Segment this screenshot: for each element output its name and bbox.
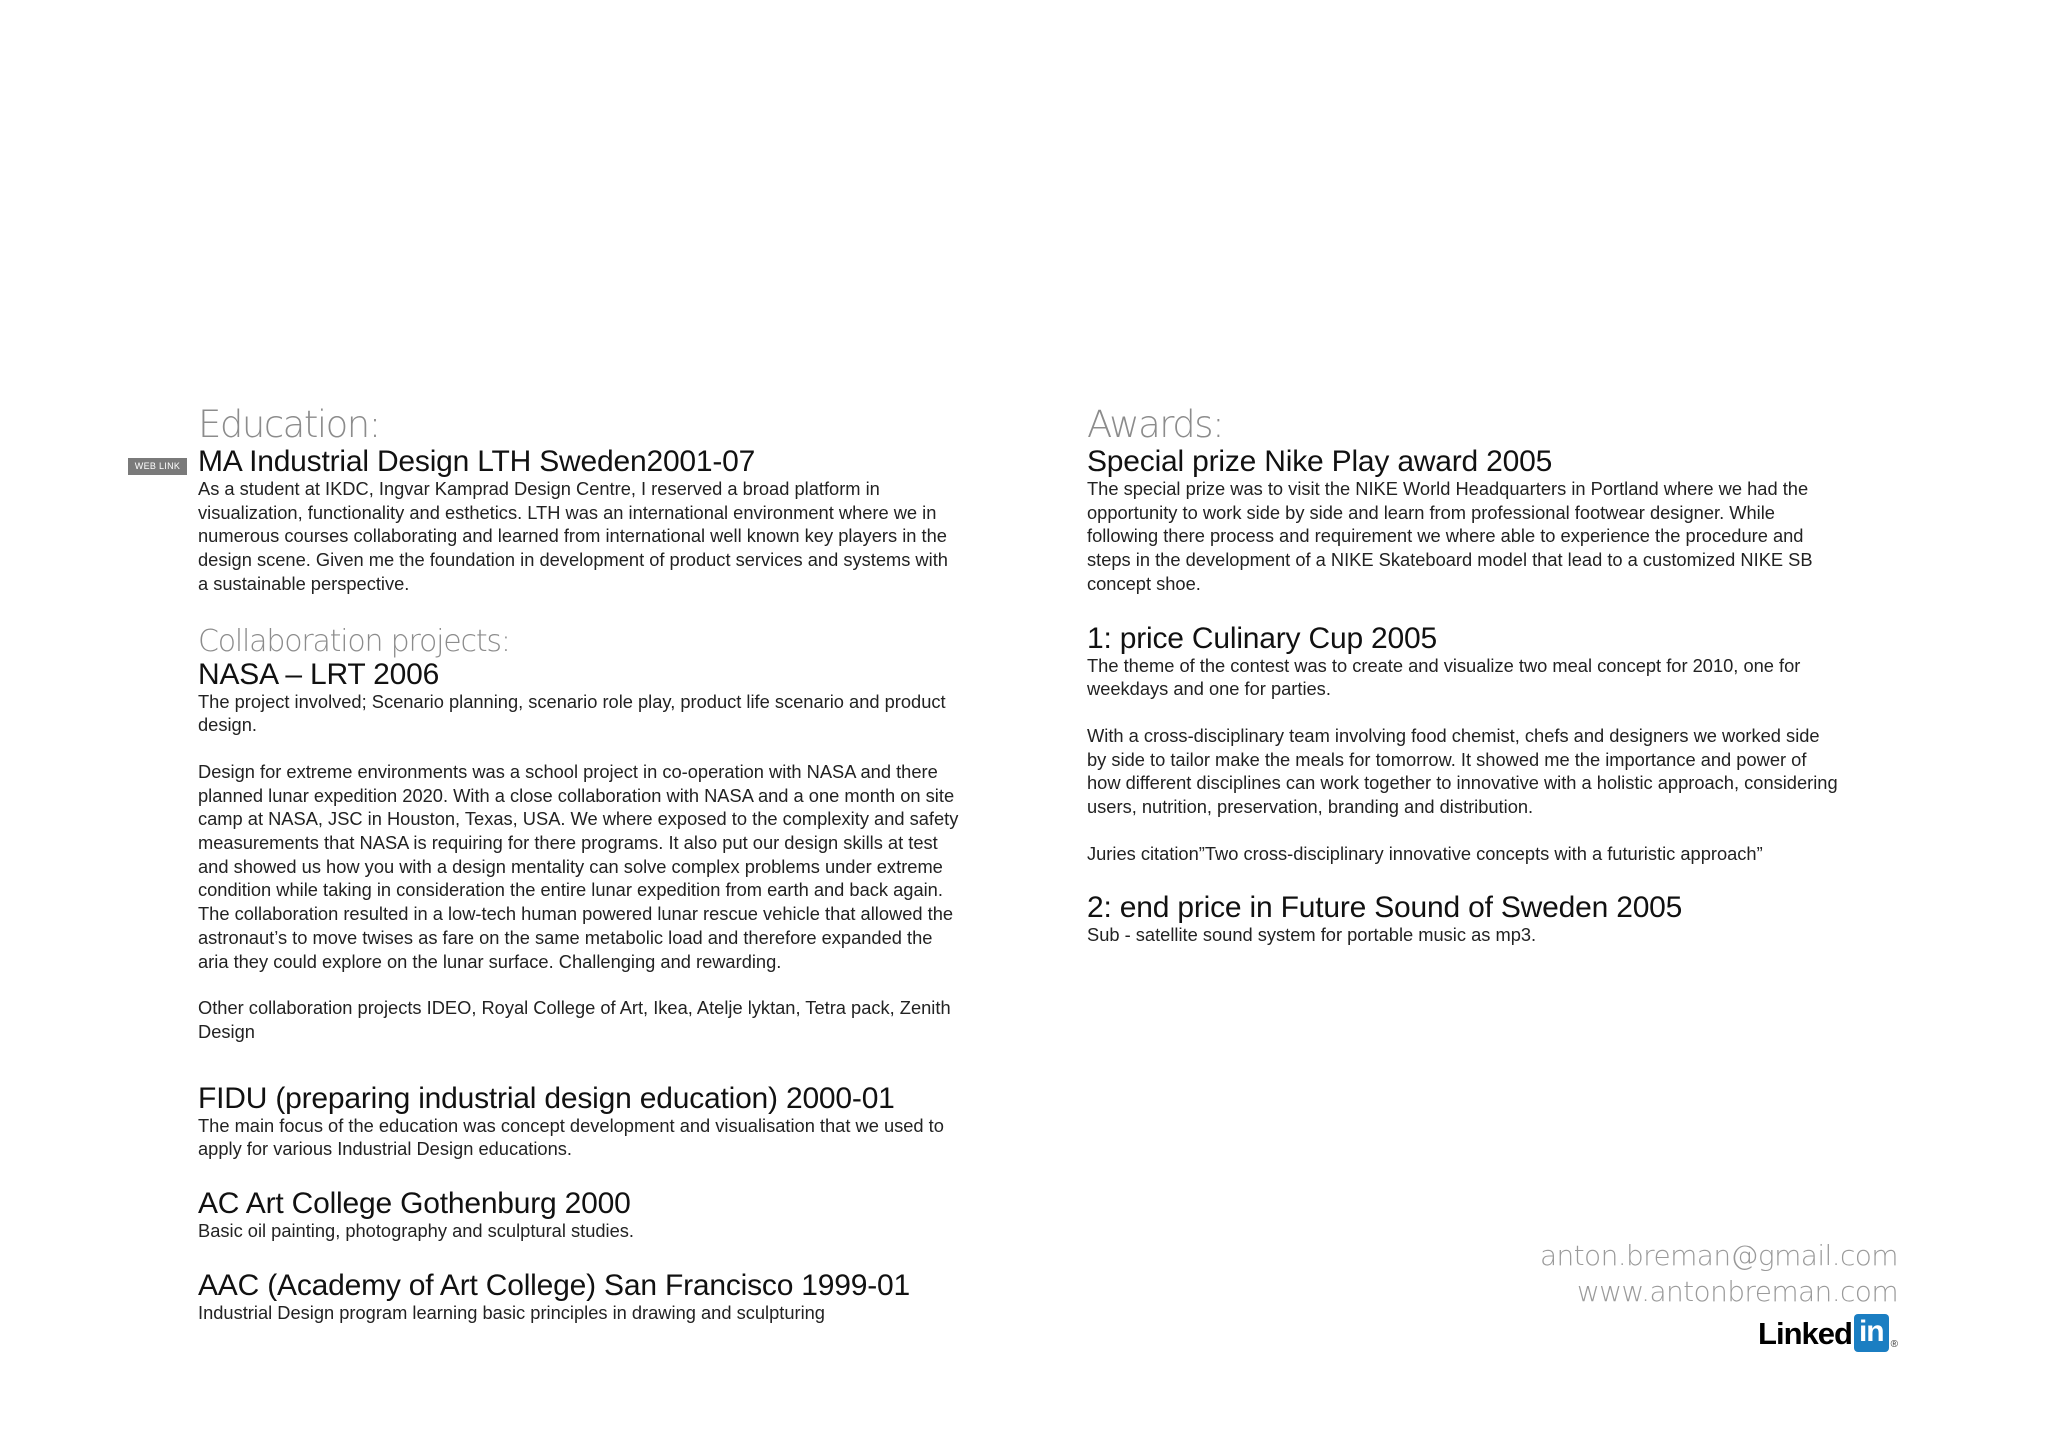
- fidu-entry: [198, 1081, 1008, 1161]
- linkedin-logo-link[interactable]: [1758, 1314, 1898, 1352]
- fidu-title: FIDU (preparing industrial design education) 2000-01: [198, 1081, 895, 1115]
- ma-text: As a student at IKDC, Ingvar Kamprad Design Centre, I reserved a broad platform in visualization, functionality and esthetics. LTH was an international environment where we in numerous courses collaborating and learned from international well known key players in the design scene. Given me the foundation in development of product services and systems with a sustainable perspective.: [198, 478, 948, 594]
- fidu-text: The main focus of the education was concept development and visualisation that we used to apply for various Industrial Design educations.: [198, 1114, 944, 1160]
- sound-title: 2: end price in Future Sound of Sweden 2005: [1087, 891, 1683, 925]
- website-link[interactable]: www.antonbreman.com: [1576, 1275, 1898, 1308]
- aac-entry: [198, 1268, 1008, 1325]
- culinary-text-theme: The theme of the contest was to create and visualize two meal concept for 2010, one for weekdays and one for parties.: [1087, 654, 1801, 700]
- ac-title: AC Art College Gothenburg 2000: [198, 1187, 631, 1221]
- email-link[interactable]: anton.breman@gmail.com: [1539, 1239, 1898, 1272]
- nasa-title: NASA – LRT 2006: [198, 657, 440, 691]
- ma-entry: [198, 447, 1008, 596]
- linkedin-in-icon: in: [1854, 1314, 1889, 1352]
- contact-block: [1540, 1238, 1898, 1352]
- education-heading: Education:: [198, 403, 380, 446]
- awards-column: [1087, 403, 1897, 947]
- web-link-button[interactable]: WEB LINK: [128, 458, 187, 475]
- nasa-text-description: Design for extreme environments was a school project in co-operation with NASA and there planned lunar expedition 2020. With a close collaboration with NASA and a one month on site camp at NASA, JSC in Houston, Texas, USA. We where exposed to the complexity and safety measurements that NASA is requiring for there programs. It also put our design skills at test and showed us how you with a design mentality can solve complex problems under extreme condition while taking in consideration the entire lunar expedition from earth and back again. The collaboration resulted in a low-tech human powered lunar rescue vehicle that allowed the astronaut’s to move twises as fare on the same metabolic load and therefore expanded the aria they could explore on the lunar surface. Challenging and rewarding.: [198, 760, 959, 972]
- collaboration-heading: Collaboration projects:: [198, 623, 510, 659]
- ac-text: Basic oil painting, photography and sculptural studies.: [198, 1220, 634, 1242]
- nike-text: The special prize was to visit the NIKE World Headquarters in Portland where we had the opportunity to work side by side and learn from professional footwear designer. While following there process and requirement we where able to experience the procedure and steps in the development of a NIKE Skateboard model that lead to a customized NIKE SB concept shoe.: [1087, 478, 1813, 594]
- education-column: [198, 403, 1008, 1324]
- ac-entry: [198, 1189, 1008, 1243]
- nasa-text-involved: The project involved; Scenario planning, scenario role play, product life scenario and product design.: [198, 690, 946, 736]
- nike-title: Special prize Nike Play award 2005: [1087, 445, 1553, 478]
- aac-title: AAC (Academy of Art College) San Francisco 1999-01: [198, 1268, 911, 1302]
- sound-text: Sub - satellite sound system for portable music as mp3.: [1087, 924, 1537, 946]
- culinary-entry: [1087, 621, 1897, 866]
- aac-text: Industrial Design program learning basic principles in drawing and sculpturing: [198, 1301, 825, 1323]
- awards-heading: Awards:: [1087, 403, 1224, 446]
- sound-entry: [1087, 893, 1897, 947]
- culinary-text-team: With a cross-disciplinary team involving food chemist, chefs and designers we worked side by side to tailor make the meals for tomorrow. It showed me the importance and power of how different disciplines can work together to innovative with a holistic approach, considering users, nutrition, preservation, branding and distribution.: [1087, 724, 1838, 818]
- nasa-text-other: Other collaboration projects IDEO, Royal College of Art, Ikea, Atelje lyktan, Tetra pack, Zenith Design: [198, 997, 951, 1042]
- nasa-entry: [198, 657, 1008, 1044]
- nike-entry: [1087, 447, 1897, 596]
- ma-title: MA Industrial Design LTH Sweden2001-07: [198, 445, 756, 478]
- registered-mark: ®: [1890, 1339, 1898, 1350]
- culinary-text-citation: Juries citation”Two cross-disciplinary innovative concepts with a futuristic approach”: [1087, 842, 1763, 864]
- culinary-title: 1: price Culinary Cup 2005: [1087, 621, 1437, 655]
- linkedin-wordmark: Linked: [1758, 1316, 1852, 1351]
